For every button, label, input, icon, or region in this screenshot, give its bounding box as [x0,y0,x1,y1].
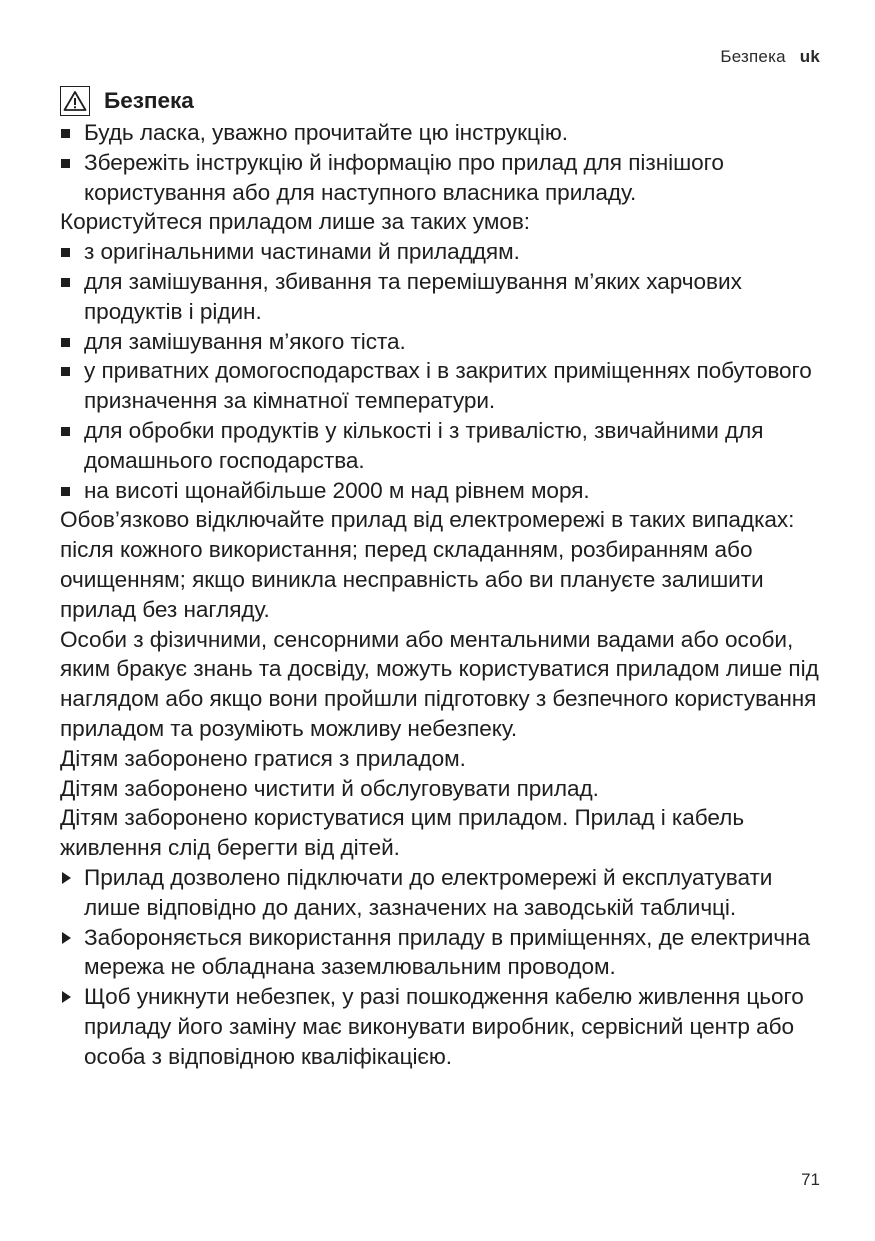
list-item: Збережіть інструкцію й інформацію про прилад для пізнішого користування або для наступного власника приладу. [60,148,820,208]
list-item: Прилад дозволено підключати до електромережі й експлуатувати лише відповідно до даних, зазначених на заводській табличці. [60,863,820,923]
list-item: для обробки продуктів у кількості і з тривалістю, звичайними для домашнього господарства. [60,416,820,476]
paragraph-persons: Особи з фізичними, сенсорними або ментальними вадами або особи, яким бракує знань та досвіду, можуть користуватися приладом лише під наглядом або якщо вони пройшли підготовку з безпечного користування приладом та розуміють можливу небезпеку. [60,626,819,741]
list-item: для замішування м’якого тіста. [60,327,820,357]
instruction-list [60,863,820,1072]
paragraph-children-play: Дітям заборонено гратися з приладом. [60,745,466,771]
list-item: з оригінальними частинами й приладдям. [60,237,820,267]
list-item: у приватних домогосподарствах і в закритих приміщеннях побутового призначення за кімнатної температури. [60,356,820,416]
section-title: Безпека [104,88,194,114]
conditions-intro: Користуйтеся приладом лише за таких умов: [60,209,531,235]
list-item: Щоб уникнути небезпек, у разі пошкодження кабелю живлення цього приладу його заміну має виконувати виробник, сервісний центр або особа з відповідною кваліфікацією. [60,982,820,1071]
page-number: 71 [801,1170,820,1189]
list-item: Будь ласка, уважно прочитайте цю інструкцію. [60,118,820,148]
list-item: на висоті щонайбільше 2000 м над рівнем моря. [60,476,820,506]
paragraph-children-clean: Дітям заборонено чистити й обслуговувати прилад. [60,775,599,801]
safety-section [60,84,820,1072]
intro-list [60,118,820,207]
warning-triangle-icon [60,86,90,116]
paragraph-disconnect: Обов’язково відключайте прилад від електромережі в таких випадках: після кожного використання; перед складанням, розбиранням або очищенням; якщо виникла несправність або ви плануєте залишити прилад без нагляду. [60,507,795,622]
running-header [720,47,820,67]
paragraph-children-use: Дітям заборонено користуватися цим приладом. Прилад і кабель живлення слід берегти від дітей. [60,805,745,861]
list-item: Забороняється використання приладу в приміщеннях, де електрична мережа не обладнана заземлювальним проводом. [60,923,820,983]
section-heading [60,84,820,118]
header-language: uk [799,47,820,66]
conditions-list [60,237,820,505]
list-item: для замішування, збивання та перемішування м’яких харчових продуктів і рідин. [60,267,820,327]
header-section: Безпека [720,47,786,66]
